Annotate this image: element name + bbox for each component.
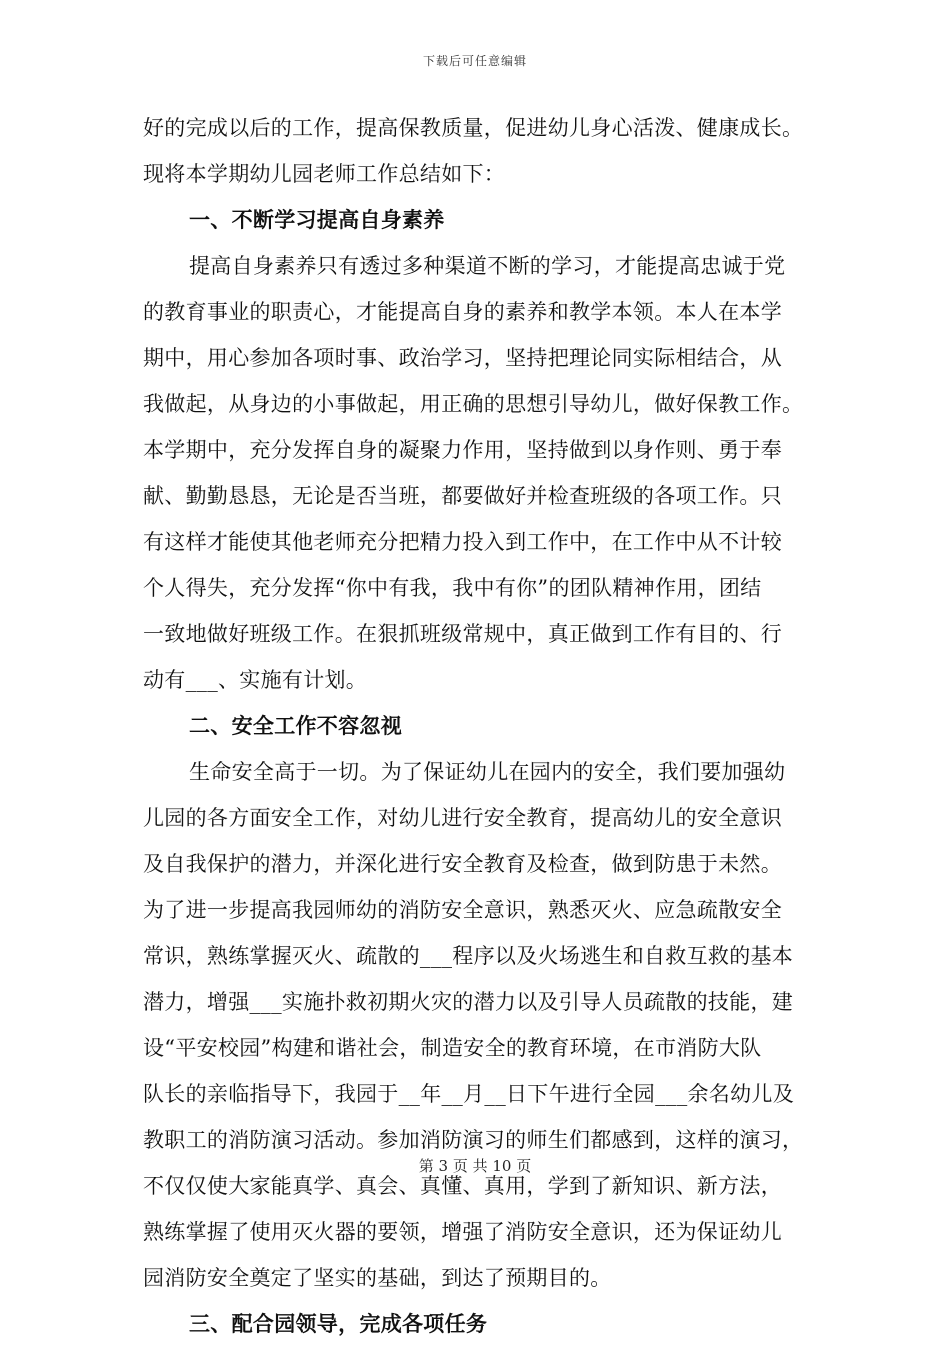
section-heading: 一、不断学习提高自身素养 <box>189 207 445 232</box>
paragraph-line: 设“平安校园”构建和谐社会，制造安全的教育环境，在市消防大队 <box>143 1036 762 1060</box>
paragraph-line: 园消防安全奠定了坚实的基础，到达了预期目的。 <box>143 1266 612 1290</box>
paragraph-line: 好的完成以后的工作，提高保教质量，促进幼儿身心活泼、健康成长。 <box>143 116 804 140</box>
section-heading: 三、配合园领导，完成各项任务 <box>189 1311 488 1336</box>
paragraph-line: 不仅仅使大家能真学、真会、真懂、真用，学到了新知识、新方法， <box>143 1174 782 1198</box>
paragraph-line: 动有___、实施有计划。 <box>143 668 368 692</box>
paragraph-line: 个人得失，充分发挥“你中有我，我中有你”的团队精神作用，团结 <box>143 576 762 600</box>
paragraph-line: 常识，熟练掌握灭火、疏散的___程序以及火场逃生和自救互救的基本 <box>143 944 794 968</box>
page-header: 下载后可任意编辑 <box>422 54 527 68</box>
paragraph-line: 生命安全高于一切。为了保证幼儿在园内的安全，我们要加强幼 <box>189 760 786 784</box>
paragraph-line: 提高自身素养只有透过多种渠道不断的学习，才能提高忠诚于党 <box>189 254 786 278</box>
paragraph-line: 的教育事业的职责心，才能提高自身的素养和教学本领。本人在本学 <box>143 300 782 324</box>
section-heading: 二、安全工作不容忽视 <box>189 713 402 738</box>
paragraph-line: 献、勤勤恳恳，无论是否当班，都要做好并检查班级的各项工作。只 <box>143 484 782 508</box>
paragraph-line: 一致地做好班级工作。在狠抓班级常规中，真正做到工作有目的、行 <box>143 622 782 646</box>
paragraph-line: 儿园的各方面安全工作，对幼儿进行安全教育，提高幼儿的安全意识 <box>143 806 782 830</box>
paragraph-line: 有这样才能使其他老师充分把精力投入到工作中，在工作中从不计较 <box>143 530 782 554</box>
paragraph-line: 熟练掌握了使用灭火器的要领，增强了消防安全意识，还为保证幼儿 <box>143 1220 782 1244</box>
page-footer: 第 3 页 共 10 页 <box>418 1157 532 1175</box>
paragraph-line: 及自我保护的潜力，并深化进行安全教育及检查，做到防患于未然。 <box>143 852 782 876</box>
paragraph-line: 为了进一步提高我园师幼的消防安全意识，熟悉灭火、应急疏散安全 <box>143 898 782 922</box>
paragraph-line: 潜力，增强___实施扑救初期火灾的潜力以及引导人员疏散的技能，建 <box>143 990 794 1014</box>
paragraph-line: 现将本学期幼儿园老师工作总结如下： <box>143 162 506 186</box>
paragraph-line: 我做起，从身边的小事做起，用正确的思想引导幼儿，做好保教工作。 <box>143 392 804 416</box>
paragraph-line: 本学期中，充分发挥自身的凝聚力作用，坚持做到以身作则、勇于奉 <box>143 438 782 462</box>
paragraph-line: 队长的亲临指导下，我园于__年__月__日下午进行全园___余名幼儿及 <box>143 1082 794 1106</box>
paragraph-line: 期中，用心参加各项时事、政治学习，坚持把理论同实际相结合，从 <box>143 346 782 370</box>
paragraph-line: 教职工的消防演习活动。参加消防演习的师生们都感到，这样的演习， <box>143 1128 804 1152</box>
